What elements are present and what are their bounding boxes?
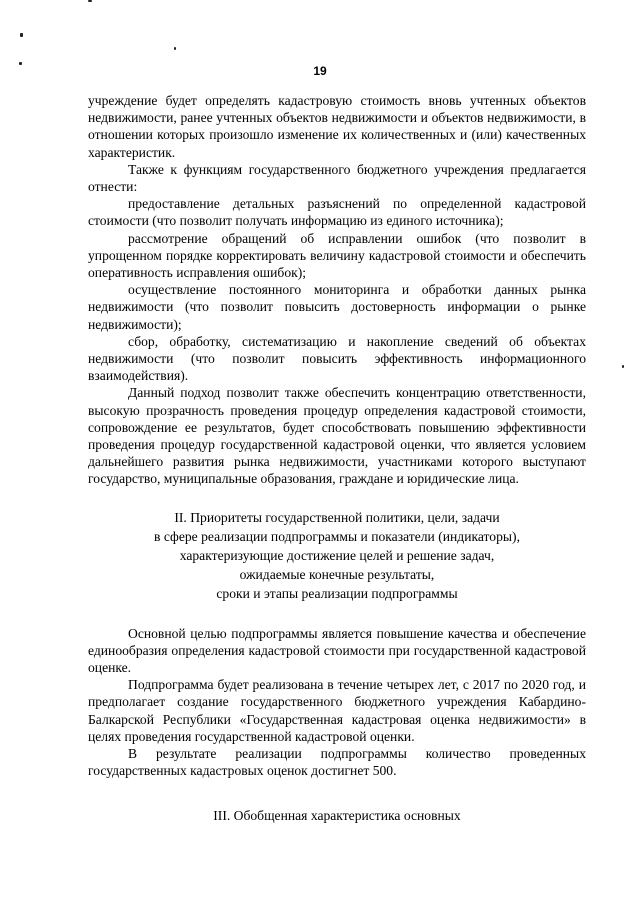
document-body [88, 92, 586, 825]
paragraph: учреждение будет определять кадастровую стоимость вновь учтенных объектов недвижимости, ранее учтенных объектов недвижимости и объектов недвижимости, в отношении которых произошло изменение их количественных и (или) качественных характеристик. [88, 93, 586, 160]
paragraph: сбор, обработку, систематизацию и накопление сведений об объектах недвижимости (что позволит повысить эффективность информационного взаимодействия). [88, 333, 586, 384]
scan-mark [174, 47, 176, 50]
paragraph: рассмотрение обращений об исправлении ошибок (что позволит в упрощенном порядке корректировать величину кадастровой стоимости и обеспечить оперативность исправления ошибок); [88, 230, 586, 281]
heading-line: II. Приоритеты государственной политики, цели, задачи [174, 509, 500, 525]
paragraph: предоставление детальных разъяснений по определенной кадастровой стоимости (что позволит получать информацию из единого источника); [88, 196, 586, 229]
paragraph: Основной целью подпрограммы является повышение качества и обеспечение единообразия определения кадастровой стоимости при государственной кадастровой оценке. [88, 625, 586, 676]
heading-line: III. Обобщенная характеристика основных [213, 807, 461, 823]
paragraph: В результате реализации подпрограммы количество проведенных государственных кадастровых оценок достигнет 500. [88, 746, 586, 779]
scan-mark [20, 33, 23, 37]
paragraph: Подпрограмма будет реализована в течение четырех лет, с 2017 по 2020 год, и предполагает создание государственного бюджетного учреждения Кабардино-Балкарской Республики «Государственная кадастровая оценка недвижимости» в целях проведения государственной кадастровой оценки. [88, 677, 586, 744]
heading-line: в сфере реализации подпрограммы и показатели (индикаторы), [154, 528, 520, 544]
heading-line: характеризующие достижение целей и решение задач, [179, 547, 495, 563]
paragraph: осуществление постоянного мониторинга и обработки данных рынка недвижимости (что позволит повысить достоверность информации о рынке недвижимости); [88, 282, 586, 332]
heading-line: сроки и этапы реализации подпрограммы [216, 585, 458, 601]
paragraph: Также к функциям государственного бюджетного учреждения предлагается отнести: [88, 161, 586, 195]
section-2-heading [88, 508, 586, 603]
section-3-heading [88, 806, 586, 825]
page-number: 19 [313, 64, 327, 78]
paragraph: Данный подход позволит также обеспечить концентрацию ответственности, высокую прозрачность проведения процедур определения кадастровой стоимости, сопровождение ее результатов, будет способствовать повышению эффективности проведения процедур государственной кадастровой оценки, что является условием дальнейшего развития рынка недвижимости, участниками которого выступают государство, муниципальные образования, граждане и юридические лица. [88, 385, 586, 487]
scan-mark [88, 0, 92, 2]
heading-line: ожидаемые конечные результаты, [239, 566, 435, 582]
scan-mark [622, 365, 624, 368]
